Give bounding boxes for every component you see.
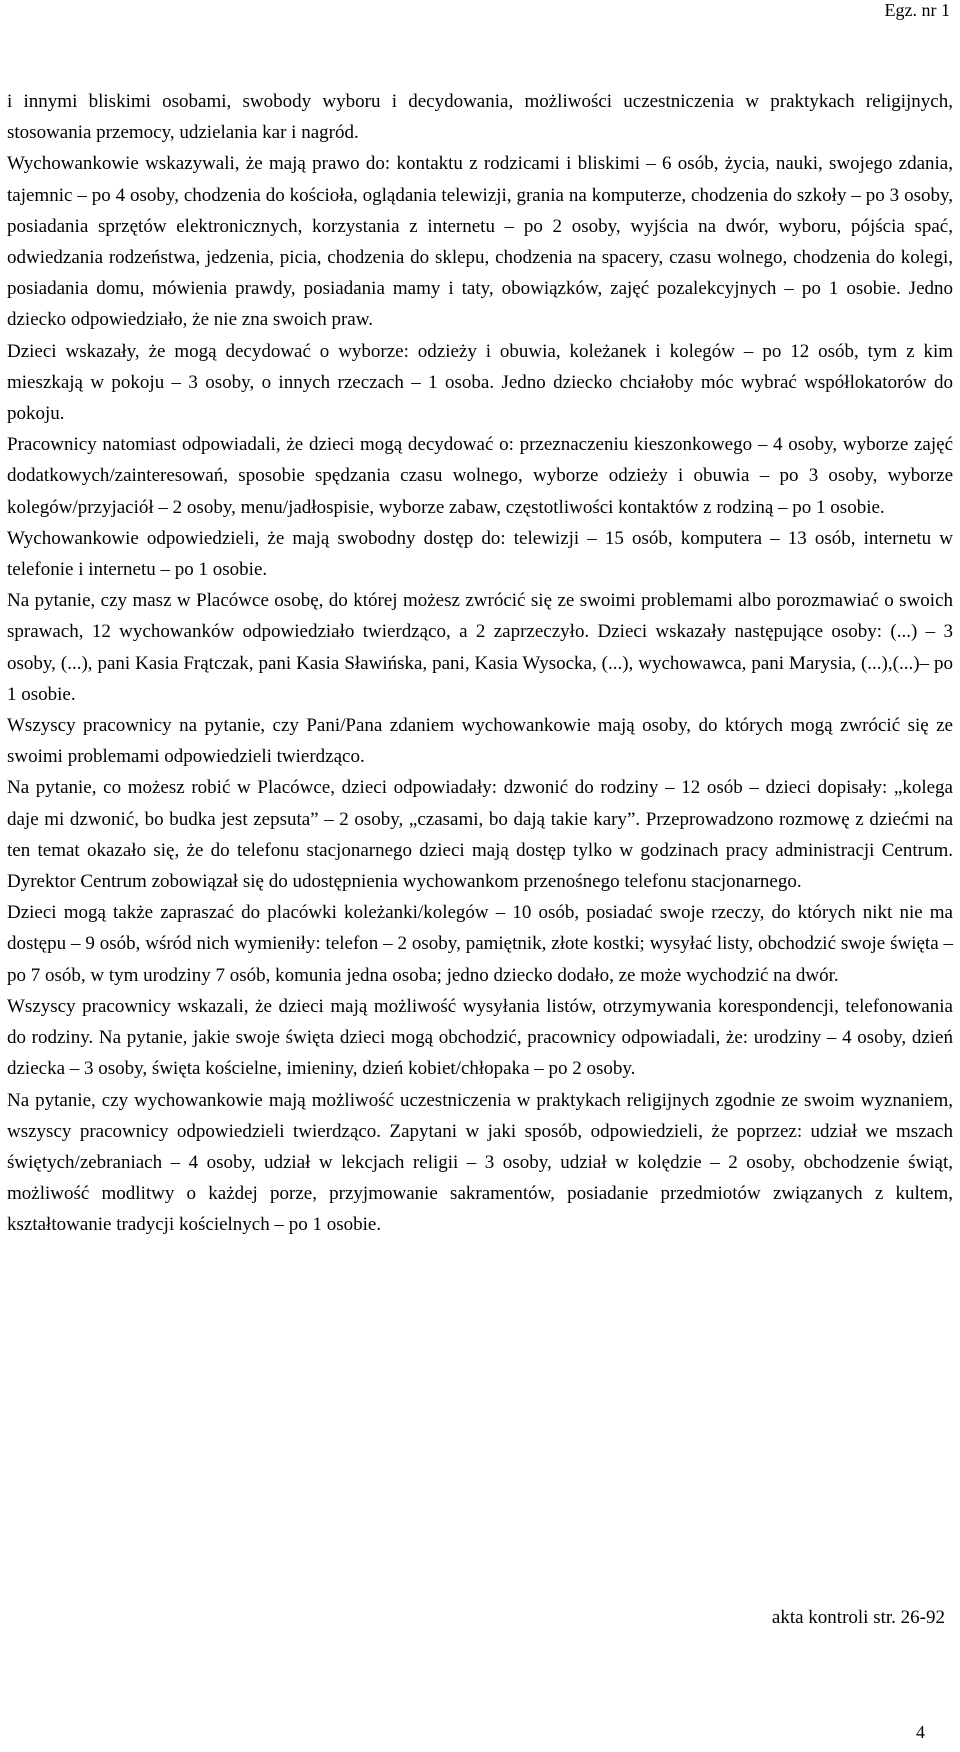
document-body: [7, 86, 953, 1241]
paragraph: Dzieci wskazały, że mogą decydować o wyborze: odzieży i obuwia, koleżanek i kolegów – po 12 osób, tym z kim mieszkają w pokoju – 3 osoby, o innych rzeczach – 1 osoba. Jedno dziecko chciałoby móc wybrać współlokatorów do pokoju.: [7, 340, 953, 425]
paragraph: Wychowankowie odpowiedzieli, że mają swobodny dostęp do: telewizji – 15 osób, komputera – 13 osób, internetu w telefonie i internetu – po 1 osobie.: [7, 527, 953, 581]
paragraph: Na pytanie, czy masz w Placówce osobę, do której możesz zwrócić się ze swoimi problemami albo porozmawiać o swoich sprawach, 12 wychowanków odpowiedziało twierdząco, a 2 zaprzeczyło. Dzieci wskazały następujące osoby: (...) – 3 osoby, (...), pani Kasia Frątczak, pani Kasia Sławińska, pani, Kasia Wysocka, (...), wychowawca, pani Marysia, (...),(...)– po 1 osobie.: [7, 590, 953, 705]
paragraph: Na pytanie, czy wychowankowie mają możliwość uczestniczenia w praktykach religijnych zgodnie ze swoim wyznaniem, wszyscy pracownicy odpowiedzieli twierdząco. Zapytani w jaki sposób, odpowiedzieli, że poprzez: udział we mszach świętych/zebraniach – 4 osoby, udział w lekcjach religii – 3 osoby, udział w kolędzie – 2 osoby, obchodzenie świąt, możliwość modlitwy o każdej porze, przyjmowanie sakramentów, posiadanie przedmiotów związanych z kultem, kształtowanie tradycji kościelnych – po 1 osobie.: [7, 1089, 953, 1236]
paragraph: Na pytanie, co możesz robić w Placówce, dzieci odpowiadały: dzwonić do rodziny – 12 osób – dzieci dopisały: „kolega daje mi dzwonić, bo budka jest zepsuta” – 2 osoby, „czasami, bo dają takie kary”. Przeprowadzono rozmowę z dziećmi na ten temat okazało się, że do telefonu stacjonarnego dzieci mają dostęp tylko w godzinach pracy administracji Centrum. Dyrektor Centrum zobowiązał się do udostępnienia wychowankom przenośnego telefonu stacjonarnego.: [7, 777, 953, 893]
paragraph: Wszyscy pracownicy na pytanie, czy Pani/Pana zdaniem wychowankowie mają osoby, do których mogą zwrócić się ze swoimi problemami odpowiedzieli twierdząco.: [7, 715, 953, 768]
paragraph: Wychowankowie wskazywali, że mają prawo do: kontaktu z rodzicami i bliskimi – 6 osób, życia, nauki, swojego zdania, tajemnic – po 4 osoby, chodzenia do kościoła, oglądania telewizji, grania na komputerze, chodzenia do szkoły – po 3 osoby, posiadania sprzętów elektronicznych, korzystania z internetu – po 2 osoby, wyjścia na dwór, wyboru, pójścia spać, odwiedzania rodzeństwa, jedzenia, picia, chodzenia do sklepu, chodzenia na spacery, czasu wolnego, chodzenia do kolegi, posiadania domu, mówienia prawdy, posiadania mamy i taty, obowiązków, zajęć pozalekcyjnych – po 1 osobie. Jedno dziecko odpowiedziało, że nie zna swoich praw.: [7, 153, 953, 331]
paragraph: Dzieci mogą także zapraszać do placówki koleżanki/kolegów – 10 osób, posiadać swoje rzeczy, do których nikt nie ma dostępu – 9 osób, wśród nich wymieniły: telefon – 2 osoby, pamiętnik, złote kostki; wysyłać listy, obchodzić swoje święta – po 7 osób, w tym urodziny 7 osób, komunia jedna osoba; jedno dziecko dodało, ze może wychodzić na dwór.: [7, 902, 953, 986]
paragraph: Pracownicy natomiast odpowiadali, że dzieci mogą decydować o: przeznaczeniu kieszonkowego – 4 osoby, wyborze zajęć dodatkowych/zainteresowań, sposobie spędzania czasu wolnego, wyborze odzieży i obuwia – po 3 osoby, wyborze kolegów/przyjaciół – 2 osoby, menu/jadłospisie, wyborze zabaw, częstotliwości kontaktów z rodziną – po 1 osobie.: [7, 434, 953, 518]
paragraph: i innymi bliskimi osobami, swobody wyboru i decydowania, możliwości uczestniczenia w praktykach religijnych, stosowania przemocy, udzielania kar i nagród.: [7, 91, 953, 144]
document-copy-label: Egz. nr 1: [884, 0, 950, 20]
file-reference: akta kontroli str. 26-92: [771, 1607, 945, 1628]
page-number: 4: [916, 1722, 925, 1742]
paragraph: Wszyscy pracownicy wskazali, że dzieci mają możliwość wysyłania listów, otrzymywania korespondencji, telefonowania do rodziny. Na pytanie, jakie swoje święta dzieci mogą obchodzić, pracownicy odpowiadali, że: urodziny – 4 osoby, dzień dziecka – 3 osoby, święta kościelne, imieniny, dzień kobiet/chłopaka – po 2 osoby.: [7, 995, 953, 1080]
